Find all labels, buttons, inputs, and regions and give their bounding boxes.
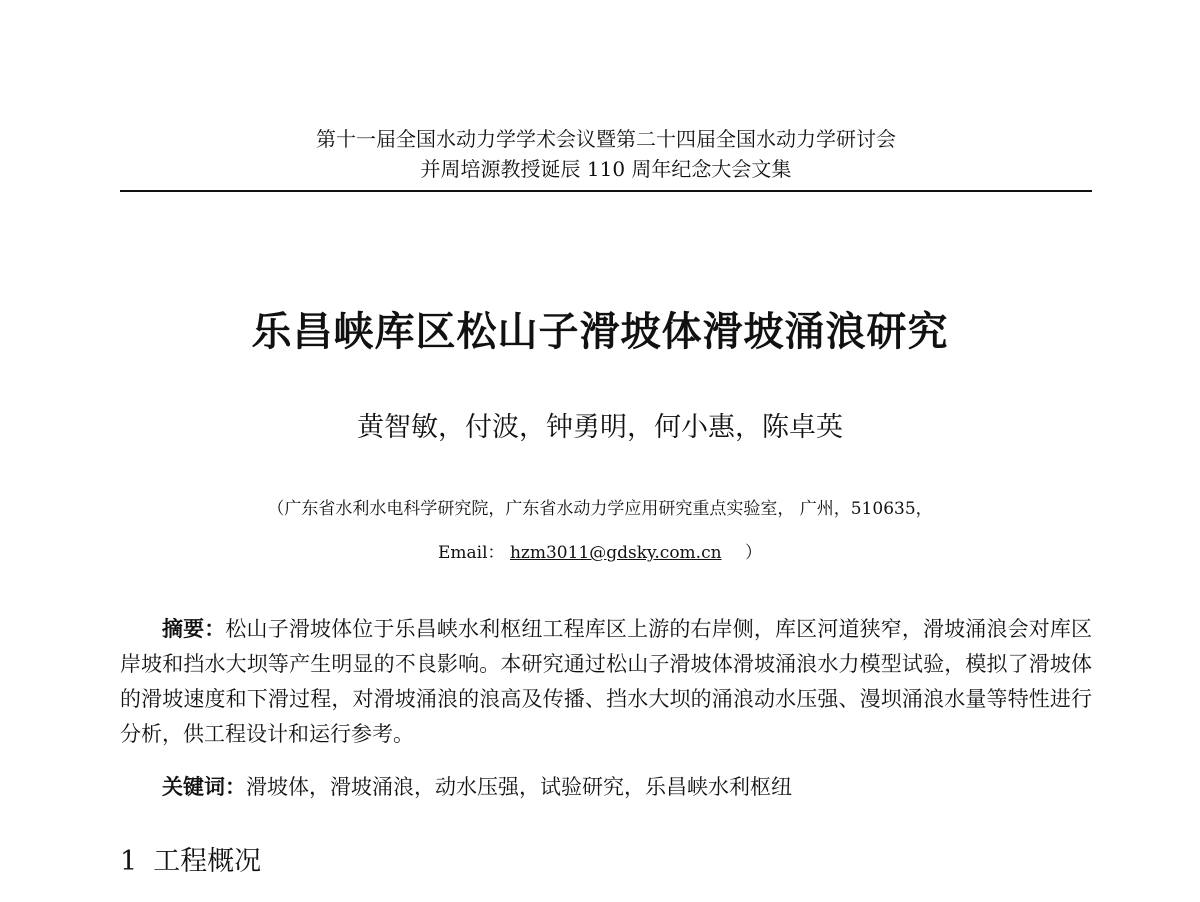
abstract-text: 松山子滑坡体位于乐昌峡水利枢纽工程库区上游的右岸侧，库区河道狭窄，滑坡涌浪会对库区岸坡和挡水大坝等产生明显的不良影响。本研究通过松山子滑坡体滑坡涌浪水力模型试验，模拟了滑坡体的滑坡速度和下滑过程，对滑坡涌浪的浪高及传播、挡水大坝的涌浪动水压强、漫坝涌浪水量等特性进行分析，供工程设计和运行参考。: [120, 617, 1092, 746]
affiliation: （广东省水利水电科学研究院，广东省水动力学应用研究重点实验室， 广州，510635，: [267, 499, 933, 519]
proceedings-header: [120, 124, 1092, 184]
section-number: 1: [120, 846, 138, 877]
keywords-label: 关键词：: [162, 775, 246, 799]
keywords: [120, 770, 1092, 805]
header-rule: [120, 190, 1092, 192]
proceedings-header-line2: 并周培源教授诞辰 110 周年纪念大会文集: [420, 157, 792, 181]
keywords-text: 滑坡体，滑坡涌浪，动水压强，试验研究，乐昌峡水利枢纽: [246, 775, 792, 799]
affiliation-closing: ）: [744, 543, 762, 563]
abstract-label: 摘要：: [162, 617, 226, 641]
section-heading: [120, 842, 261, 882]
abstract: [120, 612, 1092, 752]
author-list: 黄智敏，付波，钟勇明，何小惠，陈卓英: [357, 412, 843, 443]
email-label: Email：: [438, 543, 505, 563]
email-line: [100, 540, 1100, 566]
proceedings-header-line1: 第十一届全国水动力学学术会议暨第二十四届全国水动力学研讨会: [316, 127, 896, 151]
email-link[interactable]: hzm3011@gdsky.com.cn: [509, 543, 722, 563]
section-title: 工程概况: [153, 846, 262, 877]
paper-title: 乐昌峡库区松山子滑坡体滑坡涌浪研究: [251, 309, 949, 355]
